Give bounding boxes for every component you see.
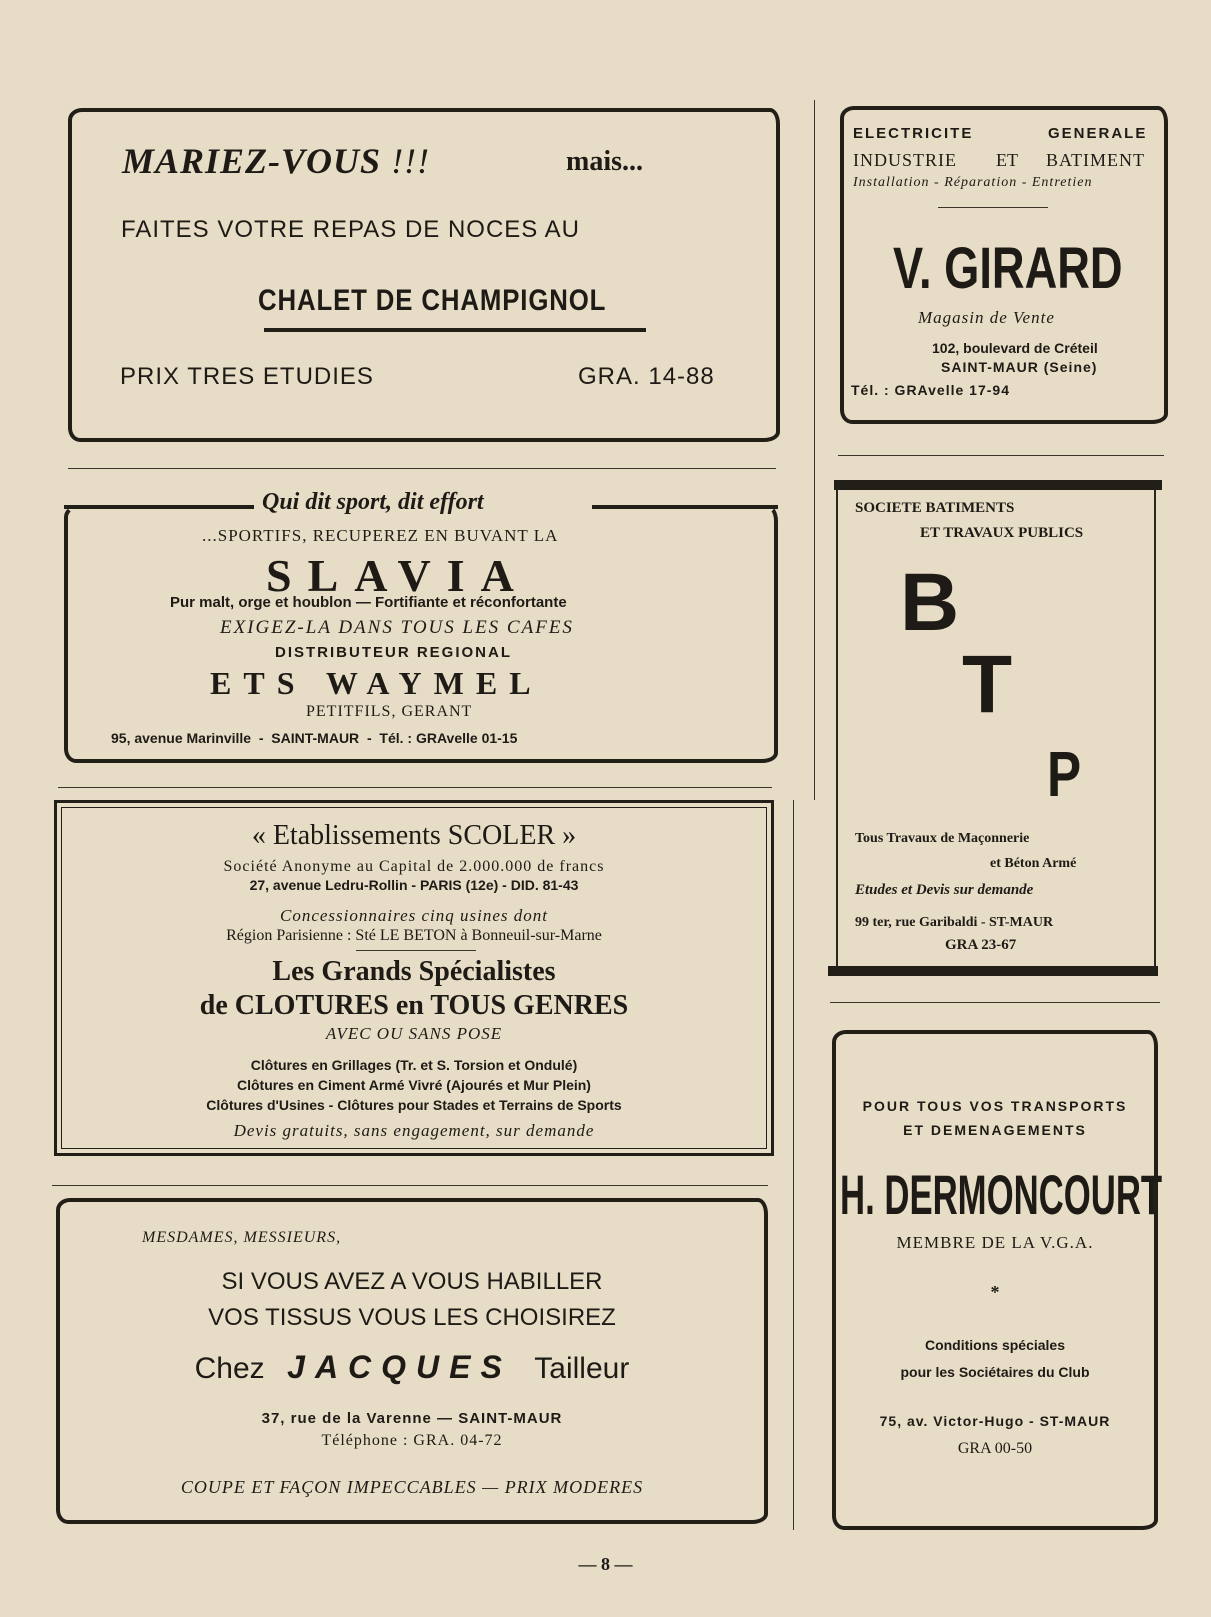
headline-mais: mais...: [566, 146, 643, 177]
dermoncourt-star: *: [990, 1282, 1000, 1302]
btp-letter-t: T: [962, 639, 1013, 730]
column-divider-lower: [793, 800, 794, 1530]
venue-name: CHALET DE CHAMPIGNOL: [258, 284, 607, 317]
jacques-phone: Téléphone : GRA. 04-72: [321, 1432, 503, 1449]
btp-letter-b: B: [900, 557, 960, 648]
divider-1: [68, 468, 776, 469]
industrie-label: INDUSTRIE: [853, 150, 957, 170]
divider-right-1: [838, 455, 1164, 456]
jacques-name: JACQUES: [287, 1349, 512, 1385]
distributeur-text: DISTRIBUTEUR REGIONAL: [275, 644, 512, 661]
page-number: — 8 —: [578, 1554, 633, 1574]
scoler-item3: Clôtures d'Usines - Clôtures pour Stades et Terrains de Sports: [206, 1097, 622, 1113]
scoler-capital: Société Anonyme au Capital de 2.000.000 de francs: [223, 858, 605, 875]
shop-text: Magasin de Vente: [918, 308, 1055, 327]
jacques-address: 37, rue de la Varenne — SAINT-MAUR: [261, 1410, 563, 1427]
wedding-meal-line: FAITES VOTRE REPAS DE NOCES AU: [121, 216, 580, 243]
slogan-text: Qui dit sport, dit effort: [262, 489, 484, 515]
waymel-company: ETS WAYMEL: [210, 665, 543, 701]
girard-name: V. GIRARD: [893, 236, 1123, 301]
et-label: ET: [996, 150, 1018, 170]
dermoncourt-name: H. DERMONCOURT: [840, 1163, 1163, 1226]
divider-2: [58, 787, 772, 788]
dermoncourt-cond2: pour les Sociétaires du Club: [900, 1364, 1090, 1380]
column-divider-upper: [814, 100, 815, 800]
dermoncourt-member: MEMBRE DE LA V.G.A.: [896, 1233, 1094, 1252]
scoler-item2: Clôtures en Ciment Armé Vivré (Ajourés et Mur Plein): [237, 1077, 591, 1093]
girard-city: SAINT-MAUR (Seine): [941, 359, 1098, 375]
btp-bottom-bar: [828, 966, 1158, 976]
slavia-desc: Pur malt, orge et houblon — Fortifiante et réconfortante: [170, 594, 567, 611]
dermoncourt-line1: POUR TOUS VOS TRANSPORTS: [862, 1098, 1128, 1114]
girard-address: 102, boulevard de Créteil: [932, 340, 1098, 356]
girard-rule: [938, 207, 1048, 208]
frame-top-right: [592, 505, 778, 509]
scoler-pose: AVEC OU SANS POSE: [325, 1024, 503, 1043]
headline-mariez: [122, 140, 430, 182]
divider-right-2: [830, 1002, 1160, 1003]
sportifs-line: ...SPORTIFS, RECUPEREZ EN BUVANT LA: [202, 526, 559, 545]
jacques-chez: Chez: [194, 1352, 265, 1385]
generale-label: GENERALE: [1048, 125, 1148, 142]
dermoncourt-phone: GRA 00-50: [957, 1440, 1033, 1457]
slavia-address: 95, avenue Marinville - SAINT-MAUR - Tél. : GRAvelle 01-15: [111, 730, 518, 746]
btp-line1: SOCIETE BATIMENTS: [855, 500, 1015, 516]
btp-work2: et Béton Armé: [990, 856, 1077, 871]
scoler-address: 27, avenue Ledru-Rollin - PARIS (12e) - DID. 81-43: [249, 877, 579, 893]
venue-underline: [264, 328, 646, 332]
btp-address: 99 ter, rue Garibaldi - ST-MAUR: [855, 915, 1054, 930]
btp-top-bar: [834, 480, 1162, 490]
scoler-region: Région Parisienne : Sté LE BETON à Bonneuil-sur-Marne: [226, 927, 602, 944]
btp-phone: GRA 23-67: [945, 937, 1017, 953]
btp-letter-p: P: [1047, 738, 1082, 810]
headline-exclaim: !!!: [391, 141, 431, 181]
manager-text: PETITFILS, GERANT: [306, 703, 473, 720]
phone-text: GRA. 14-88: [578, 363, 715, 390]
scoler-spec1: Les Grands Spécialistes: [272, 956, 556, 987]
services-text: Installation - Réparation - Entretien: [853, 175, 1093, 190]
btp-line2: ET TRAVAUX PUBLICS: [920, 525, 1084, 541]
jacques-name-line: [56, 1349, 768, 1386]
batiment-label: BATIMENT: [1046, 150, 1145, 170]
girard-phone: Tél. : GRAvelle 17-94: [851, 382, 1010, 398]
electricite-label: ELECTRICITE: [853, 125, 974, 142]
btp-work1: Tous Travaux de Maçonnerie: [855, 831, 1030, 846]
btp-estimates: Etudes et Devis sur demande: [855, 882, 1034, 898]
dermoncourt-line2: ET DEMENAGEMENTS: [903, 1122, 1087, 1138]
scoler-spec2: de CLOTURES en TOUS GENRES: [199, 990, 629, 1021]
cafes-text: EXIGEZ-LA DANS TOUS LES CAFES: [220, 617, 574, 638]
scoler-item1: Clôtures en Grillages (Tr. et S. Torsion et Ondulé): [250, 1057, 578, 1073]
jacques-line2: VOS TISSUS VOUS LES CHOISIREZ: [208, 1304, 616, 1331]
scoler-title: « Etablissements SCOLER »: [251, 820, 577, 851]
scoler-concession: Concessionnaires cinq usines dont: [280, 906, 548, 925]
jacques-tagline: COUPE ET FAÇON IMPECCABLES — PRIX MODERES: [180, 1477, 644, 1497]
jacques-greeting: MESDAMES, MESSIEURS,: [142, 1229, 342, 1246]
frame-top-left: [64, 505, 254, 509]
jacques-line1: SI VOUS AVEZ A VOUS HABILLER: [221, 1268, 603, 1295]
scoler-devis: Devis gratuits, sans engagement, sur demande: [233, 1121, 595, 1140]
headline-text: MARIEZ-VOUS: [122, 141, 382, 181]
dermoncourt-cond1: Conditions spéciales: [924, 1337, 1066, 1353]
scoler-rule: [356, 950, 476, 951]
divider-3: [52, 1185, 768, 1186]
prices-text: PRIX TRES ETUDIES: [120, 363, 374, 390]
slavia-brand: SLAVIA: [266, 550, 530, 601]
jacques-trade: Tailleur: [534, 1352, 630, 1385]
dermoncourt-address: 75, av. Victor-Hugo - ST-MAUR: [879, 1413, 1111, 1429]
